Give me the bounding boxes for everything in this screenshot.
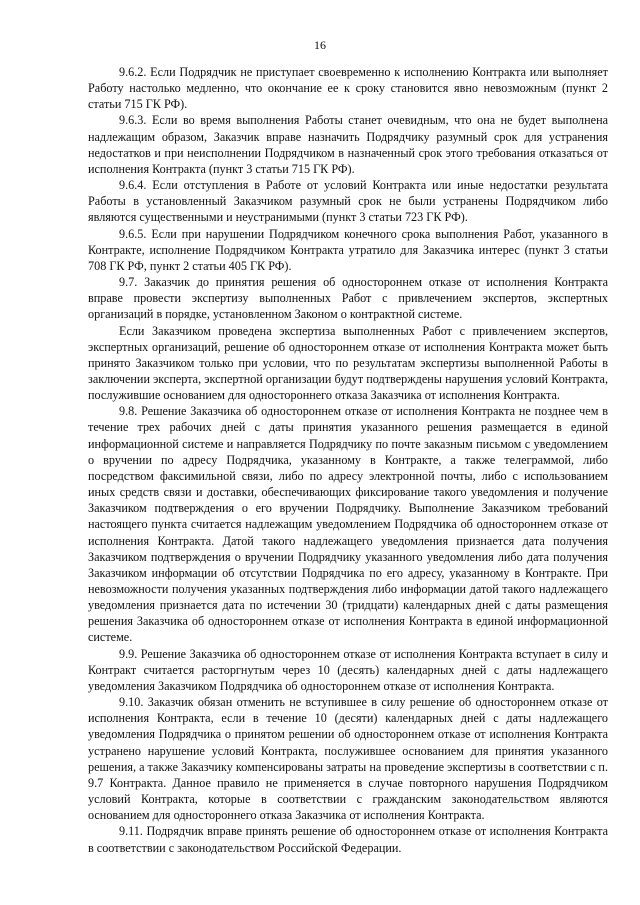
paragraph-9-6-2: 9.6.2. Если Подрядчик не приступает своевременно к исполнению Контракта или выполняет Работу настолько медленно, что окончание ее к сроку становится явно невозможным (пункт 2 статьи 715 ГК РФ). — [88, 65, 608, 112]
paragraph-9-7: 9.7. Заказчик до принятия решения об одностороннем отказе от исполнения Контракта вправе провести экспертизу выполненных Работ с привлечением экспертов, экспертных организаций в порядке, установленном Законом о контрактной системе. — [88, 275, 608, 322]
paragraph-9-6-3: 9.6.3. Если во время выполнения Работы станет очевидным, что она не будет выполнена надлежащим образом, Заказчик вправе назначить Подрядчику разумный срок для устранения недостатков и при неисполнении Подрядчиком в назначенный срок этого требования отказаться от исполнения Контракта (пункт 3 статьи 715 ГК РФ). — [88, 113, 608, 176]
paragraph-9-6-5: 9.6.5. Если при нарушении Подрядчиком конечного срока выполнения Работ, указанного в Контракте, исполнение Подрядчиком Контракта утратило для Заказчика интерес (пункт 3 статьи 708 ГК РФ, пункт 2 статьи 405 ГК РФ). — [88, 226, 608, 273]
paragraph-9-9: 9.9. Решение Заказчика об одностороннем отказе от исполнения Контракта вступает в силу и Контракт считается расторгнутым через 10 (десять) календарных дней с даты надлежащего уведомления Заказчиком Подрядчика об одностороннем отказе от исполнения Контракта. — [88, 646, 608, 693]
paragraph-9-10: 9.10. Заказчик обязан отменить не вступившее в силу решение об одностороннем отказе от исполнения Контракта, если в течение 10 (десяти) календарных дней с даты надлежащего уведомления Подрядчика о принятом решении об одностороннем отказе от исполнения Контракта устранено нарушение условий Контракта, послужившее основанием для принятия указанного решения, а также Заказчику компенсированы затраты на проведение экспертизы в соответствии с п. 9.7 Контракта. Данное правило не применяется в случае повторного нарушения Подрядчиком условий Контракта, которые в соответствии с гражданским законодательством являются основанием для одностороннего отказа Заказчика от исполнения Контракта. — [88, 695, 608, 823]
document-body — [88, 64, 608, 856]
paragraph-9-11: 9.11. Подрядчик вправе принять решение об одностороннем отказе от исполнения Контракта в соответствии с законодательством Российской Федерации. — [88, 824, 608, 855]
paragraph-9-8: 9.8. Решение Заказчика об одностороннем отказе от исполнения Контракта не позднее чем в течение трех рабочих дней с даты принятия указанного решения размещается в единой информационной системе и направляется Подрядчику по почте заказным письмом с уведомлением о вручении по адресу Подрядчика, указанному в Контракте, а также телеграммой, либо посредством факсимильной связи, либо по адресу электронной почты, либо с использованием иных средств связи и доставки, обеспечивающих фиксирование такого уведомления и получение Заказчиком подтверждения о его вручении Подрядчику. Выполнение Заказчиком требований настоящего пункта считается надлежащим уведомлением Подрядчика об одностороннем отказе от исполнения Контракта. Датой такого надлежащего уведомления признается дата получения Заказчиком подтверждения о вручении Подрядчику указанного уведомления либо дата получения Заказчиком информации об отсутствии Подрядчика по его адресу, указанному в Контракте. При невозможности получения указанных подтверждения либо информации датой такого надлежащего уведомления признается дата по истечении 30 (тридцати) календарных дней с даты размещения решения Заказчика об одностороннем отказе от исполнения Контракта в единой информационной системе. — [88, 404, 608, 645]
page-number: 16 — [314, 38, 326, 52]
paragraph-9-6-4: 9.6.4. Если отступления в Работе от условий Контракта или иные недостатки результата Работы в установленный Заказчиком разумный срок не были устранены Подрядчиком либо являются существенными и неустранимыми (пункт 3 статьи 723 ГК РФ). — [88, 178, 608, 225]
paragraph-9-7-expertise: Если Заказчиком проведена экспертиза выполненных Работ с привлечением экспертов, экспертных организаций, решение об одностороннем отказе от исполнения Контракта может быть принято Заказчиком только при условии, что по результатам экспертизы выполненной Работы в заключении эксперта, экспертной организации будут подтверждены нарушения условий Контракта, послужившие основанием для одностороннего отказа Заказчика от исполнения Контракта. — [88, 323, 608, 403]
